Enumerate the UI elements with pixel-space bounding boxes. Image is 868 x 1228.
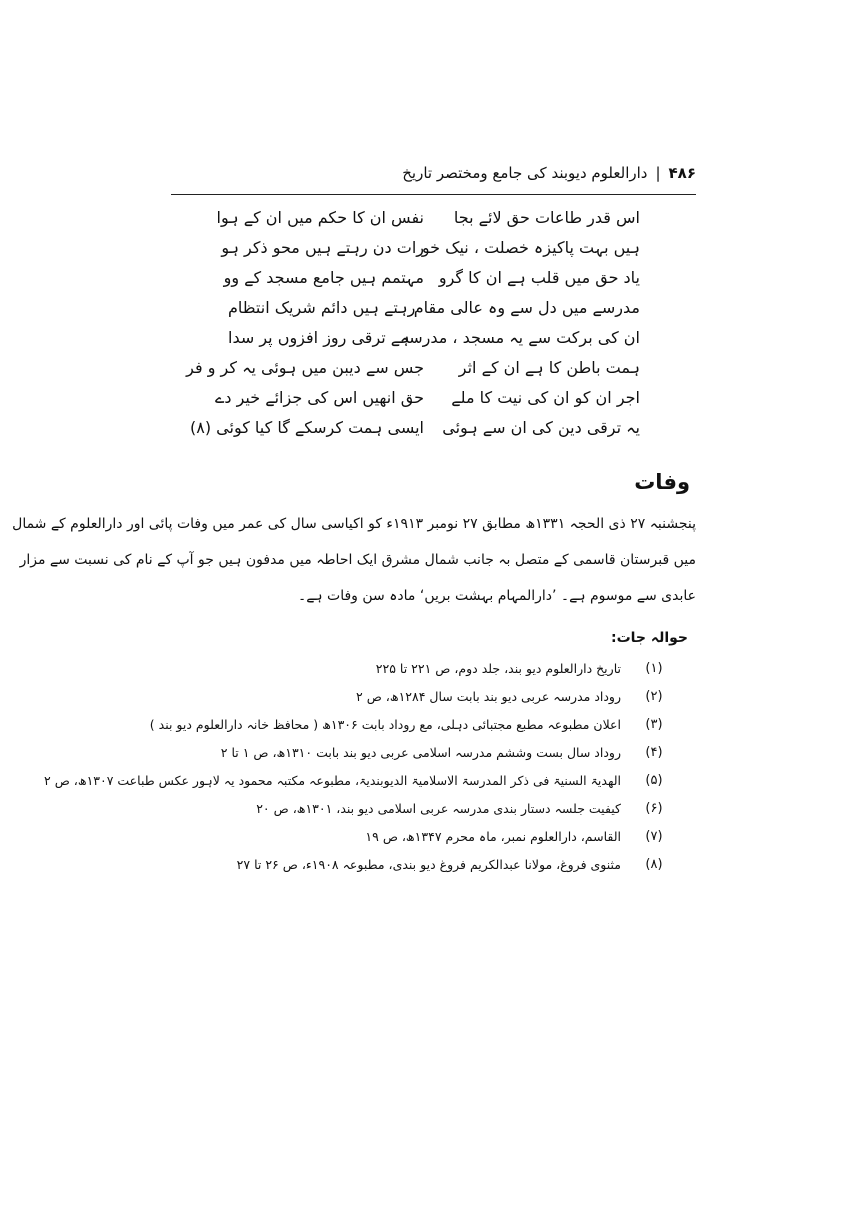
poem-first-hemistich: ہمت باطن کا ہے ان کے اثر — [458, 358, 640, 377]
reference-item — [157, 823, 677, 851]
poem-first-hemistich: اجر ان کو ان کی نیت کا ملے — [451, 388, 640, 407]
poem-second-hemistich: رہتے ہیں دائم شریک انتظام — [228, 298, 416, 317]
poem-first-hemistich: ہیں بہت پاکیزہ خصلت ، نیک خو — [421, 238, 640, 257]
reference-number: (۵) — [645, 773, 663, 788]
poem-second-hemistich: ہے ترقی روز افزوں پر سدا — [228, 328, 410, 347]
poem-couplet — [190, 413, 640, 443]
page-number: ۴۸۶ — [668, 164, 696, 182]
running-header — [171, 158, 696, 188]
reference-text: القاسم، دارالعلوم نمبر، ماہ محرم ۱۳۴۷ھ، ص ۱۹ — [365, 829, 621, 844]
reference-number: (۲) — [645, 689, 663, 704]
poem-second-hemistich: حق انھیں اس کی جزائے خیر دے — [215, 388, 424, 407]
reference-number: (۴) — [645, 745, 663, 760]
poem-couplet — [215, 383, 640, 413]
reference-text: تاریخ دارالعلوم دیو بند، جلد دوم، ص ۲۲۱ تا ۲۲۵ — [375, 661, 621, 676]
poem-first-hemistich: ان کی برکت سے یہ مسجد ، مدرسہ — [399, 328, 640, 347]
poem-first-hemistich: مدرسے میں دل سے وہ عالی مقام — [413, 298, 640, 317]
poem — [186, 203, 640, 443]
poem-second-hemistich: رات دن رہتے ہیں محو ذکر ہو — [221, 238, 424, 257]
poem-couplet — [228, 323, 640, 353]
poem-first-hemistich: اس قدر طاعات حق لائے بجا — [453, 208, 640, 227]
references-list — [44, 655, 677, 879]
reference-item — [149, 711, 677, 739]
reference-text: کیفیت جلسہ دستار بندی مدرسہ عربی اسلامی دیو بند، ۱۳۰۱ھ، ص ۲۰ — [256, 801, 621, 816]
poem-couplet — [216, 203, 640, 233]
death-paragraph — [12, 506, 696, 614]
reference-number: (۳) — [645, 717, 663, 732]
poem-couplet — [186, 353, 640, 383]
reference-item — [157, 739, 677, 767]
references-heading: حوالہ جات: — [610, 630, 688, 646]
reference-text: روداد مدرسہ عربی دیو بند بابت سال ۱۲۸۴ھ، ص ۲ — [356, 689, 621, 704]
reference-item — [157, 795, 677, 823]
reference-number: (۶) — [645, 801, 663, 816]
reference-text: اعلان مطبوعہ مطبع مجتبائی دہلی، مع روداد بابت ۱۳۰۶ھ ( محافظ خانہ دارالعلوم دیو بند ) — [149, 717, 621, 732]
poem-second-hemistich: جس سے دیبن میں ہوئی یہ کر و فر — [186, 358, 424, 377]
reference-text: روداد سال بست وششم مدرسہ اسلامی عربی دیو بند بابت ۱۳۱۰ھ، ص ۱ تا ۲ — [220, 745, 621, 760]
paragraph-line: میں قبرستان قاسمی کے متصل بہ جانب شمال مشرق ایک احاطہ میں مدفون ہیں جو آپ کے نام کی نسبت سے مزار — [19, 552, 696, 568]
poem-second-hemistich: نفس ان کا حکم میں ان کے ہوا — [216, 208, 424, 227]
poem-couplet — [221, 233, 640, 263]
reference-number: (۷) — [645, 829, 663, 844]
reference-text: مثنوی فروغ، مولانا عبدالکریم فروغ دیو بندی، مطبوعہ ۱۹۰۸ء، ص ۲۶ تا ۲۷ — [236, 857, 621, 872]
reference-text: الھدیۃ السنیۃ فی ذکر المدرسۃ الاسلامیۃ الدیوبندیۃ، مطبوعہ مکتبہ محمود یہ لاہور عکس طباعت ۱۳۰۷ھ، ص ۲ — [44, 773, 621, 788]
section-heading: وفات — [634, 470, 690, 494]
header-rule — [171, 194, 696, 195]
reference-number: (۸) — [645, 857, 663, 872]
paragraph-line: پنجشنبہ ۲۷ ذی الحجہ ۱۳۳۱ھ مطابق ۲۷ نومبر ۱۹۱۳ء کو اکیاسی سال کی عمر میں وفات پائی اور دارالعلوم کے شمال — [12, 516, 696, 532]
poem-second-hemistich: مہتمم ہیں جامع مسجد کے وو — [223, 268, 424, 287]
reference-item — [157, 655, 677, 683]
reference-number: (۱) — [645, 661, 663, 676]
poem-couplet — [228, 293, 640, 323]
paragraph-line: عابدی سے موسوم ہے۔ ’دارالمہام بہشت بریں‘ مادہ سن وفات ہے۔ — [297, 588, 696, 604]
poem-first-hemistich: یاد حق میں قلب ہے ان کا گرو — [438, 268, 640, 287]
reference-item — [44, 767, 677, 795]
header-separator: | — [655, 164, 661, 182]
poem-first-hemistich: یہ ترقی دین کی ان سے ہوئی — [442, 418, 640, 437]
poem-second-hemistich: ایسی ہمت کرسکے گا کیا کوئی (۸) — [190, 418, 424, 437]
running-title: دارالعلوم دیوبند کی جامع ومختصر تاریخ — [402, 164, 648, 182]
reference-item — [157, 683, 677, 711]
reference-item — [157, 851, 677, 879]
poem-couplet — [223, 263, 640, 293]
